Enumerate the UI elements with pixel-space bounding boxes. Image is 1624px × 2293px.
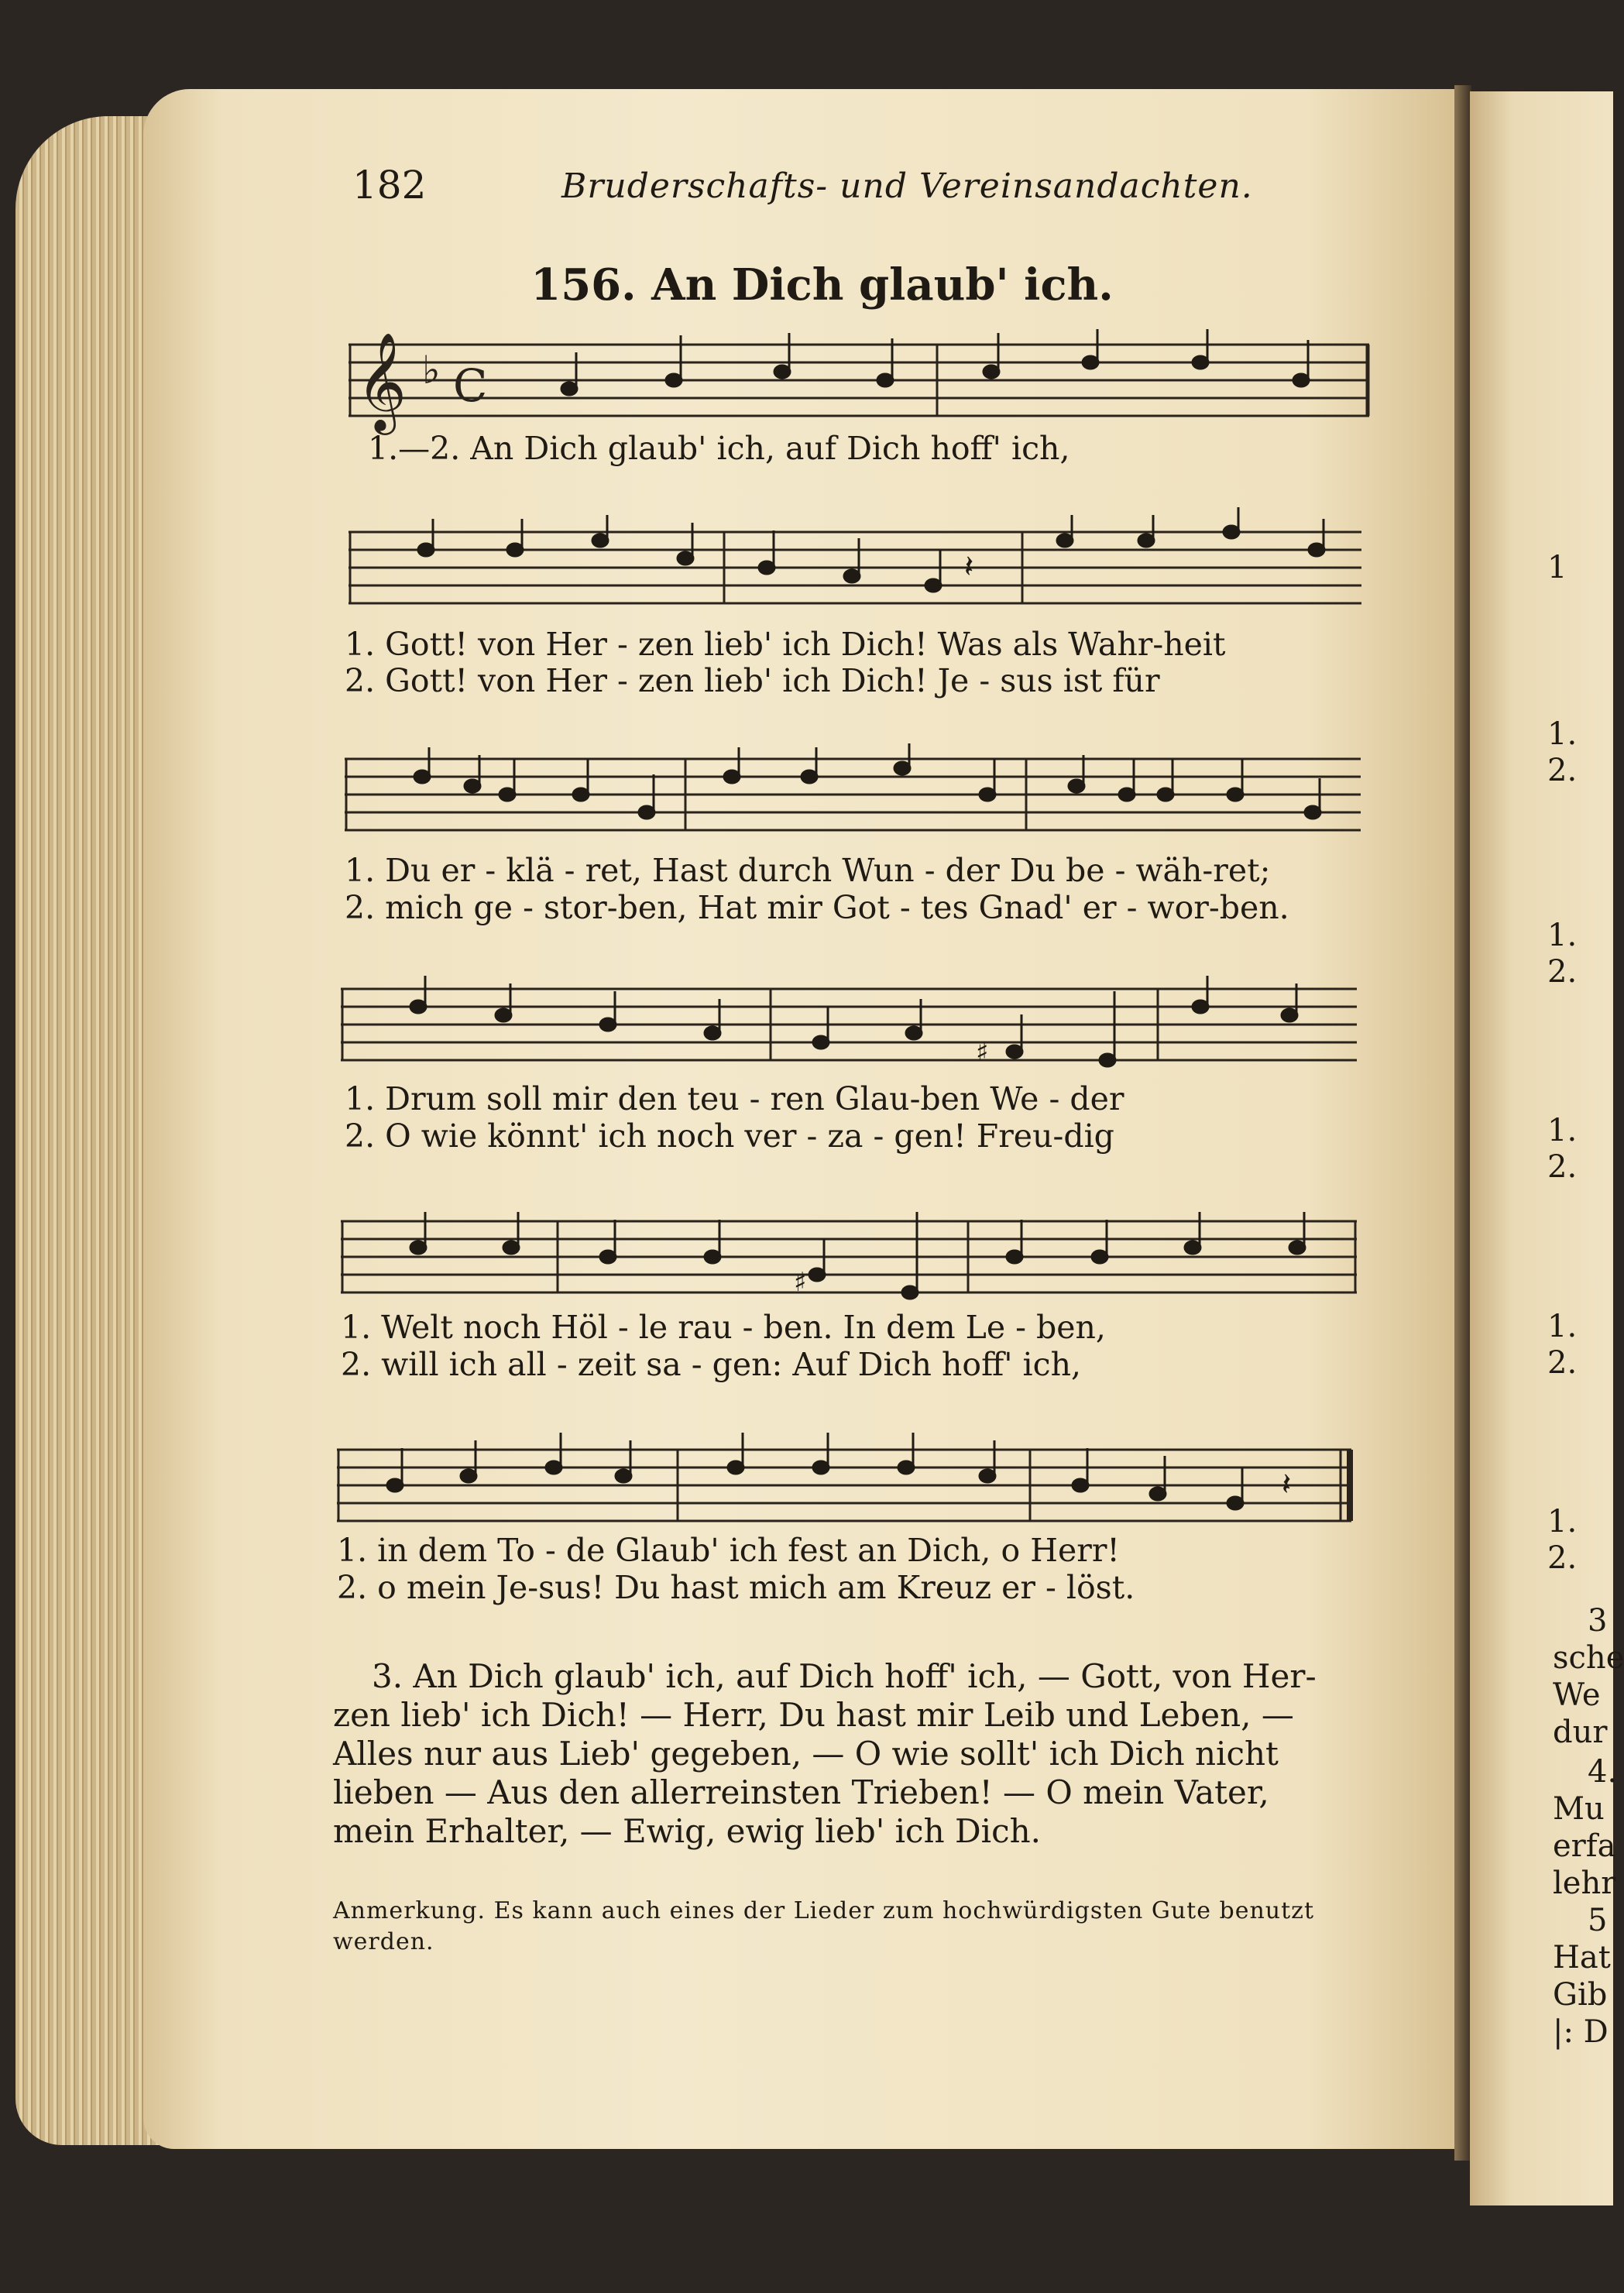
lyric-line: 2. will ich all - zeit sa - gen: Auf Dich hoff' ich, <box>341 1346 1082 1383</box>
lyric-line: 2. Gott! von Her - zen lieb' ich Dich! Je - sus ist für <box>345 662 1160 699</box>
fragment: 2. <box>1547 1540 1578 1576</box>
fragment: 1. <box>1547 1309 1578 1344</box>
music-staff-2 <box>348 523 1363 616</box>
book-gutter <box>1454 85 1471 2161</box>
fragment: Mu <box>1553 1791 1605 1827</box>
lyric-line: 2. o mein Je-sus! Du hast mich am Kreuz er - löst. <box>337 1569 1135 1606</box>
lyric-line: 2. mich ge - stor-ben, Hat mir Got - tes Gnad' er - wor-ben. <box>345 889 1289 926</box>
lyric-line: 1. in dem To - de Glaub' ich fest an Dich, o Herr! <box>337 1532 1120 1569</box>
fragment: erfa <box>1553 1828 1616 1864</box>
hymn-title: 156. An Dich glaub' ich. <box>530 259 1114 311</box>
fragment: Hat <box>1553 1940 1611 1975</box>
fragment: 2. <box>1547 1345 1578 1381</box>
fragment: |: D <box>1553 2014 1609 2050</box>
lyric-line: 1. Du er - klä - ret, Hast durch Wun - der Du be - wäh-ret; <box>345 852 1271 889</box>
footnote-line: werden. <box>333 1928 434 1955</box>
fragment: 1. <box>1547 716 1578 752</box>
running-head: Bruderschafts- und Vereinsandachten. <box>561 166 1253 206</box>
stanza-line: Alles nur aus Lieb' gegeben, — O wie sollt' ich Dich nicht <box>333 1735 1279 1773</box>
svg-text:♭: ♭ <box>422 348 441 393</box>
lyric-line: 2. O wie könnt' ich noch ver - za - gen! Freu-dig <box>345 1117 1114 1155</box>
footnote <box>333 1896 1314 1958</box>
music-staff-3 <box>345 747 1363 844</box>
fragment: 1. <box>1547 918 1578 953</box>
fragment: 1 <box>1547 550 1567 585</box>
svg-text:♯: ♯ <box>976 1037 989 1068</box>
stanza-line: zen lieb' ich Dich! — Herr, Du hast mir Leib und Leben, — <box>333 1696 1294 1734</box>
svg-text:𝄞: 𝄞 <box>356 331 407 431</box>
fragment: dur <box>1553 1715 1608 1750</box>
fragment: 4. <box>1588 1754 1618 1790</box>
page-number: 182 <box>352 163 427 208</box>
stanza-line: 3. An Dich glaub' ich, auf Dich hoff' ich, — Gott, von Her- <box>372 1657 1317 1695</box>
stanza-line: mein Erhalter, — Ewig, ewig lieb' ich Dich. <box>333 1812 1042 1850</box>
fragment: 3 <box>1588 1603 1608 1639</box>
fragment: Gib <box>1553 1977 1608 2013</box>
footnote-line: Anmerkung. Es kann auch eines der Lieder zum hochwürdigsten Gute benutzt <box>333 1897 1315 1924</box>
fragment: 1. <box>1547 1113 1578 1148</box>
lyric-line: 1. Welt noch Höl - le rau - ben. In dem Le - ben, <box>341 1309 1106 1346</box>
fragment: 2. <box>1547 954 1578 990</box>
svg-text:C: C <box>453 359 488 412</box>
fragment: 2. <box>1547 1149 1578 1185</box>
fragment: lehr <box>1553 1866 1616 1901</box>
fragment: We <box>1553 1677 1601 1713</box>
music-staff-4 <box>341 980 1359 1073</box>
lyric-line: 1. Gott! von Her - zen lieb' ich Dich! Was als Wahr-heit <box>345 626 1226 663</box>
svg-text:𝄽: 𝄽 <box>1282 1467 1292 1502</box>
music-staff-1 <box>348 329 1371 438</box>
fragment: 1. <box>1547 1504 1578 1540</box>
lyric-line: 1. Drum soll mir den teu - ren Glau-ben We - der <box>345 1080 1124 1117</box>
stanza-3 <box>333 1657 1355 1851</box>
music-staff-6 <box>337 1433 1359 1533</box>
svg-text:♯: ♯ <box>794 1267 807 1298</box>
fragment: 5 <box>1588 1903 1608 1938</box>
fragment: sche <box>1553 1640 1624 1676</box>
fragment: 2. <box>1547 753 1578 788</box>
lyric-line: 1.—2. An Dich glaub' ich, auf Dich hoff' ich, <box>368 430 1070 467</box>
music-staff-5 <box>341 1204 1359 1305</box>
svg-text:𝄽: 𝄽 <box>964 549 974 585</box>
stanza-line: lieben — Aus den allerreinsten Trieben! — O mein Vater, <box>333 1773 1269 1811</box>
